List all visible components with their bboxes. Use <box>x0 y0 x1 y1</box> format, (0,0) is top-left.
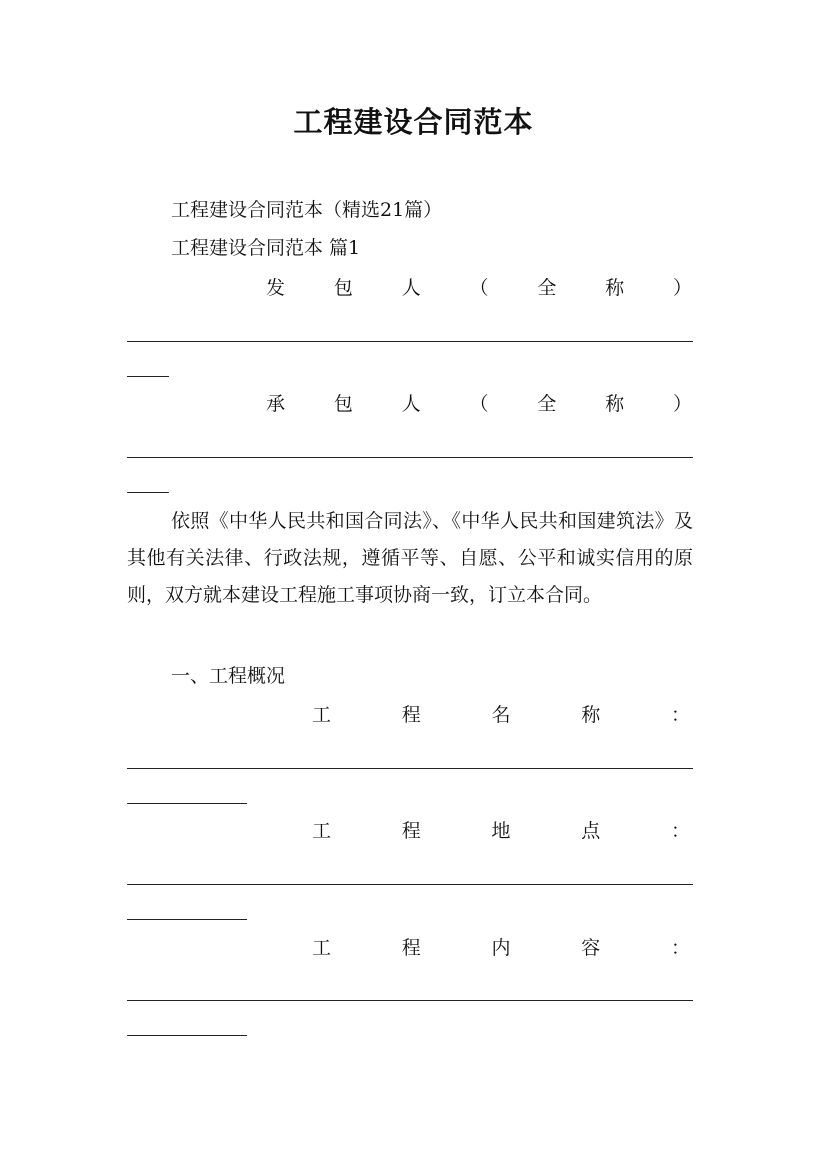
project-content-char: 工 <box>312 937 332 959</box>
document-title: 工程建设合同范本 <box>293 105 534 139</box>
employer-label-char: 发 <box>266 277 286 299</box>
contractor-label <box>266 386 692 423</box>
document-subtitle: 工程建设合同范本（精选21篇） <box>171 199 443 221</box>
project-location-char: 地 <box>491 820 511 842</box>
project-content-char: 内 <box>491 937 511 959</box>
intro-paragraph: 依照《中华人民共和国合同法》、《中华人民共和国建筑法》及其他有关法律、行政法规，遵循平等、自愿、公平和诚实信用的原则，双方就本建设工程施工事项协商一致，订立本合同。 <box>127 510 693 606</box>
project-name-fill-line <box>127 803 247 804</box>
section-heading: 工程建设合同范本 篇1 <box>171 237 361 259</box>
project-location-char: 程 <box>401 820 421 842</box>
employer-fill-line <box>127 376 169 377</box>
project-name-char: 程 <box>401 704 421 726</box>
employer-label-char: ） <box>672 277 692 299</box>
employer-label-char: 全 <box>537 277 557 299</box>
contractor-label-char: 称 <box>605 393 625 415</box>
contractor-fill-line <box>127 457 693 458</box>
project-content-fill-line <box>127 1000 693 1001</box>
contractor-label-char: 人 <box>401 393 421 415</box>
contractor-label-char: ） <box>672 393 692 415</box>
project-location-label <box>312 813 690 850</box>
project-content-char: 程 <box>401 937 421 959</box>
project-location-fill-line <box>127 919 247 920</box>
employer-label-char: 人 <box>401 277 421 299</box>
employer-label-char: 包 <box>333 277 353 299</box>
project-content-fill-line <box>127 1035 247 1036</box>
employer-label-char: 称 <box>605 277 625 299</box>
employer-fill-line <box>127 341 693 342</box>
contractor-label-char: 全 <box>537 393 557 415</box>
contractor-label-char: （ <box>469 393 489 415</box>
project-content-char: ： <box>670 937 690 959</box>
project-name-char: ： <box>670 704 690 726</box>
project-location-fill-line <box>127 884 693 885</box>
project-location-char: 点 <box>581 820 601 842</box>
project-name-label <box>312 697 690 734</box>
project-content-label <box>312 930 690 967</box>
project-location-char: 工 <box>312 820 332 842</box>
project-name-char: 称 <box>581 704 601 726</box>
employer-label <box>266 270 692 307</box>
contractor-label-char: 包 <box>333 393 353 415</box>
project-content-char: 容 <box>581 937 601 959</box>
project-name-char: 名 <box>491 704 511 726</box>
project-name-fill-line <box>127 768 693 769</box>
article-one-heading: 一、工程概况 <box>171 665 286 687</box>
project-name-char: 工 <box>312 704 332 726</box>
contractor-fill-line <box>127 492 169 493</box>
contractor-label-char: 承 <box>266 393 286 415</box>
employer-label-char: （ <box>469 277 489 299</box>
project-location-char: ： <box>670 820 690 842</box>
